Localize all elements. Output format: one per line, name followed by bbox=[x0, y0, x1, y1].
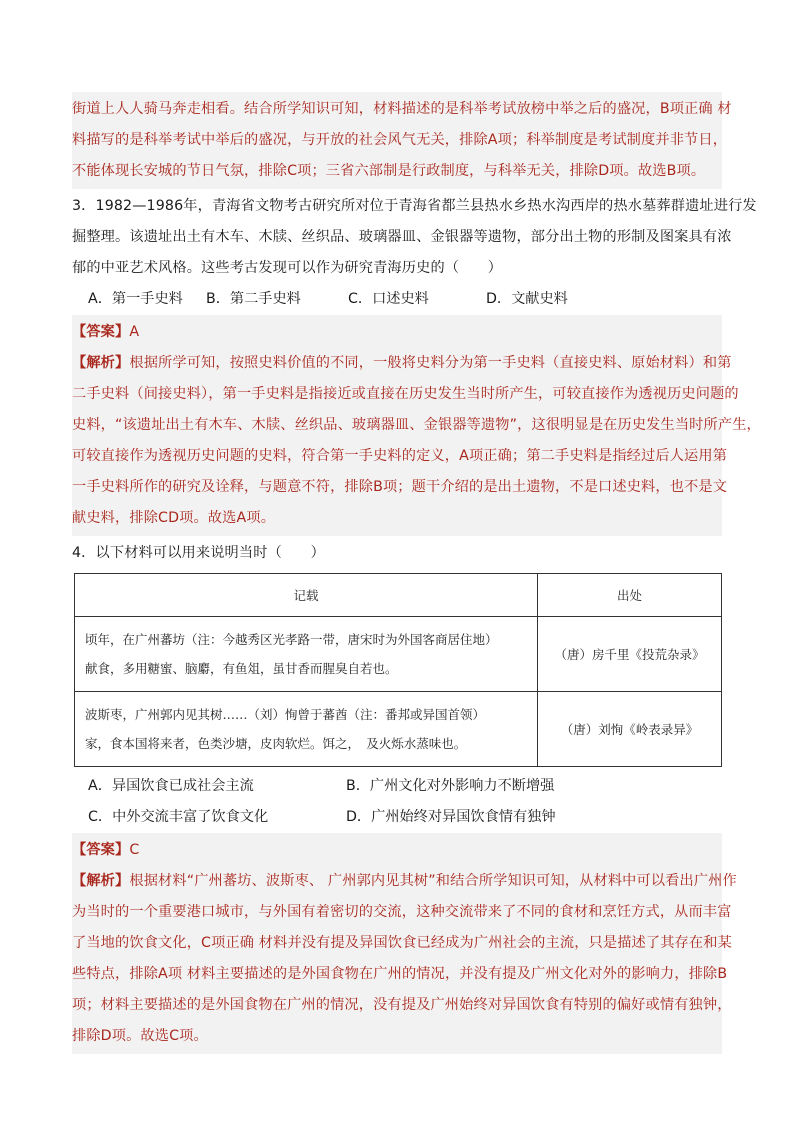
question-3 bbox=[72, 191, 757, 315]
option-d: D．广州始终对异国饮食情有独钟 bbox=[346, 809, 556, 825]
answer-4-block bbox=[72, 833, 737, 1054]
analysis-line: 了当地的饮食文化，C项正确 材料并没有提及异国饮食已经成为广州社会的主流，只是描述了其存在和某 bbox=[72, 935, 732, 951]
option-b: B．广州文化对外影响力不断增强 bbox=[346, 778, 555, 794]
record-cell bbox=[75, 692, 538, 767]
options-row bbox=[72, 284, 722, 315]
analysis-line: 排除D项。故选C项。 bbox=[72, 1028, 208, 1044]
text-line: 街道上人人骑马奔走相看。结合所学知识可知，材料描述的是科举考试放榜中举之后的盛况，B项正确 材 bbox=[72, 101, 732, 117]
analysis-line: 为当时的一个重要港口城市，与外国有着密切的交流，这种交流带来了不同的食材和烹饪方式，从而丰富 bbox=[72, 904, 732, 920]
answer-value: C bbox=[129, 842, 140, 858]
question-stem-line: 掘整理。该遗址出土有木车、木牍、丝织品、玻璃器皿、金银器等遗物，部分出土物的形制及图案具有浓 bbox=[72, 229, 732, 245]
option-c: C．中外交流丰富了饮食文化 bbox=[88, 809, 269, 825]
question-stem-line: 3．1982—1986年，青海省文物考古研究所对位于青海省都兰县热水乡热水沟西岸的热水墓葬群遗址进行发 bbox=[72, 198, 757, 214]
source-cell: （唐）刘恂《岭表录异》 bbox=[538, 692, 722, 767]
record-line: 献食，多用糖蜜、脑麝，有鱼俎，虽甘香而腥臭自若也。 bbox=[85, 661, 398, 676]
record-line: 顷年，在广州蕃坊（注：今越秀区光孝路一带，唐宋时为外国客商居住地） bbox=[85, 632, 498, 647]
analysis-line: 史料，“该遗址出土有木车、木牍、丝织品、玻璃器皿、金银器等遗物”，这很明显是在历史发生当时所产生， bbox=[72, 417, 761, 433]
table-row bbox=[75, 692, 722, 767]
analysis-line: 可较直接作为透视历史问题的史料，符合第一手史料的定义，A项正确；第二手史料是指经过后人运用第 bbox=[72, 448, 728, 464]
analysis-line: 一手史料所作的研究及诠释，与题意不符，排除B项；题干介绍的是出土遗物，不是口述史料，也不是文 bbox=[72, 479, 728, 495]
option-a: A．第一手史料 bbox=[88, 291, 183, 307]
options-grid bbox=[72, 771, 722, 833]
table-header-source: 出处 bbox=[538, 574, 722, 617]
source-cell: （唐）房千里《投荒杂录》 bbox=[538, 617, 722, 692]
page-content bbox=[72, 92, 761, 1054]
option-d: D．文献史料 bbox=[486, 291, 568, 307]
answer-value: A bbox=[129, 324, 140, 340]
text-line: 不能体现长安城的节日气氛，排除C项；三省六部制是行政制度，与科举无关，排除D项。故选B项。 bbox=[72, 163, 706, 179]
analysis-line: 项；材料主要描述的是外国食物在广州的情况，没有提及广州始终对异国饮食有特别的偏好或情有独钟， bbox=[72, 997, 732, 1013]
question-stem-line: 4．以下材料可以用来说明当时（ ） bbox=[72, 545, 325, 561]
record-line: 波斯枣，广州郭内见其树……（刘）恂曾于蕃酋（注：番邦或异国首领） bbox=[85, 707, 486, 722]
analysis-label: 【解析】 bbox=[72, 355, 130, 371]
answer-line bbox=[72, 317, 722, 348]
analysis-line: 些特点，排除A项 材料主要描述的是外国食物在广州的情况，并没有提及广州文化对外的影响力，排除B bbox=[72, 966, 728, 982]
answer-label: 【答案】 bbox=[72, 324, 130, 340]
answer-line bbox=[72, 835, 722, 866]
source-table bbox=[74, 573, 722, 767]
analysis-line bbox=[72, 348, 732, 379]
analysis-line: 二手史料（间接史料），第一手史料是指接近或直接在历史发生当时所产生，可较直接作为透视历史问题的 bbox=[72, 386, 739, 402]
option-c: C．口述史料 bbox=[348, 291, 429, 307]
previous-analysis-block bbox=[72, 92, 732, 189]
table-header-record: 记载 bbox=[75, 574, 538, 617]
answer-3-block bbox=[72, 315, 761, 536]
analysis-line: 献史料，排除CD项。故选A项。 bbox=[72, 510, 276, 526]
analysis-label: 【解析】 bbox=[72, 873, 130, 889]
answer-label: 【答案】 bbox=[72, 842, 130, 858]
option-b: B．第二手史料 bbox=[206, 291, 301, 307]
question-4 bbox=[72, 538, 722, 833]
analysis-line bbox=[72, 866, 737, 897]
text-line: 料描写的是科举考试中举后的盛况，与开放的社会风气无关，排除A项；科举制度是考试制度并非节日， bbox=[72, 132, 728, 148]
record-cell bbox=[75, 617, 538, 692]
option-a: A．异国饮食已成社会主流 bbox=[88, 778, 254, 794]
analysis-text: 根据所学可知，按照史料价值的不同，一般将史料分为第一手史料（直接史料、原始材料）和第 bbox=[129, 355, 732, 371]
table-header-row bbox=[75, 574, 722, 617]
question-stem-line: 郁的中亚艺术风格。这些考古发现可以作为研究青海历史的（ ） bbox=[72, 260, 503, 276]
table-row bbox=[75, 617, 722, 692]
analysis-text: 根据材料“广州蕃坊、波斯枣、 广州郭内见其树”和结合所学知识可知，从材料中可以看出广州作 bbox=[129, 873, 737, 889]
record-line: 家，食本国将来者，色类沙塘，皮肉软烂。饵之， 及火烁水蒸味也。 bbox=[85, 736, 467, 751]
